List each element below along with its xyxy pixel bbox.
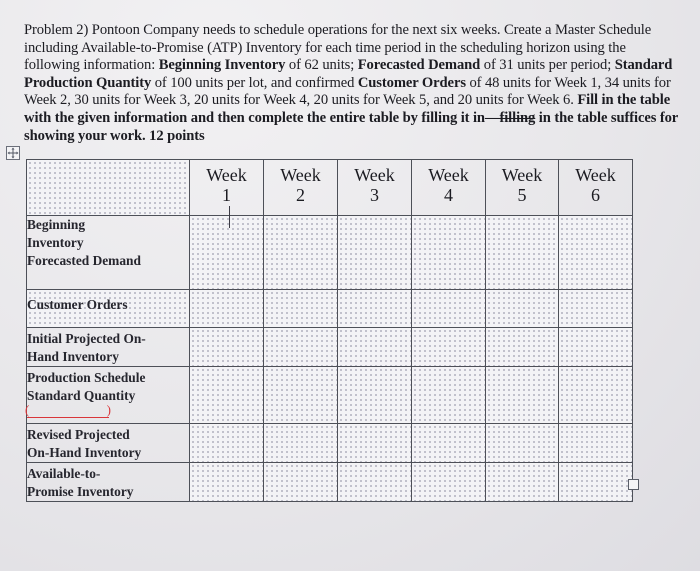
beginning-inventory-line-2: Inventory (27, 235, 84, 250)
week-4-header[interactable] (412, 160, 486, 216)
production-schedule-week-5-cell[interactable] (486, 367, 559, 424)
week-5-number: 5 (517, 185, 527, 205)
production-quantity-term: Standard Production Quantity (24, 57, 673, 91)
initial-projected-week-4-cell[interactable] (412, 328, 486, 367)
red-bracket-annotation: ( ) (25, 402, 111, 417)
atp-week-5-cell[interactable] (486, 463, 559, 502)
week-5-label: Week (501, 165, 543, 185)
customer-orders-week-1-cell[interactable] (190, 290, 264, 328)
revised-projected-line-2: On-Hand Inventory (27, 445, 142, 460)
instruction-text-a: Fill in the table with the given information and then complete the entire table by filling it in (24, 92, 671, 126)
revised-projected-week-3-cell[interactable] (338, 424, 412, 463)
beginning-forecast-week-3-cell[interactable] (338, 216, 412, 290)
revised-projected-week-4-cell[interactable] (412, 424, 486, 463)
customer-orders-term: Customer Orders (357, 74, 466, 91)
customer-orders-week-3-cell[interactable] (338, 290, 412, 328)
forecasted-demand-term: Forecasted Demand (357, 57, 481, 74)
beginning-forecast-week-6-cell[interactable] (559, 216, 633, 290)
table-row (27, 424, 633, 463)
production-schedule-line-1: Production Schedule (27, 370, 146, 385)
production-schedule-week-2-cell[interactable] (264, 367, 338, 424)
initial-projected-line-2: Hand Inventory (27, 349, 119, 364)
problem-text-2: of 62 units; (285, 57, 358, 74)
week-1-header[interactable] (190, 160, 264, 216)
atp-week-4-cell[interactable] (412, 463, 486, 502)
week-2-header[interactable] (264, 160, 338, 216)
week-2-label: Week (280, 165, 321, 185)
master-schedule-table (26, 159, 633, 502)
initial-projected-week-1-cell[interactable] (190, 328, 264, 367)
beginning-inventory-term: Beginning Inventory (158, 57, 286, 74)
header-corner-cell[interactable] (27, 160, 190, 216)
table-move-handle-icon[interactable] (6, 146, 20, 160)
week-6-label: Week (575, 165, 616, 185)
production-schedule-week-3-cell[interactable] (338, 367, 412, 424)
production-schedule-label[interactable] (27, 367, 190, 424)
initial-projected-week-5-cell[interactable] (486, 328, 559, 367)
week-3-label: Week (354, 165, 395, 185)
forecasted-demand-label: Forecasted Demand (27, 253, 141, 268)
problem-text-3: of 31 units per period; (480, 57, 615, 74)
initial-projected-week-6-cell[interactable] (559, 328, 633, 367)
problem-text-1: Problem 2) Pontoon Company needs to schedule operations for the next six weeks. Create a Master Schedule including Available-to-Promise (ATP) Inventory for each time period in the scheduling horizon using the following information: (24, 22, 652, 74)
week-2-number: 2 (296, 185, 305, 205)
header-row (27, 160, 633, 216)
atp-week-3-cell[interactable] (338, 463, 412, 502)
week-4-number: 4 (444, 185, 453, 205)
atp-line-2: Promise Inventory (27, 484, 134, 499)
table-row (27, 290, 633, 328)
week-1-number: 1 (222, 185, 231, 205)
text-cursor (229, 206, 230, 228)
revised-projected-week-1-cell[interactable] (190, 424, 264, 463)
problem-statement (24, 22, 680, 145)
atp-week-1-cell[interactable] (190, 463, 264, 502)
problem-text-4: of 100 units per lot, and confirmed (151, 74, 358, 91)
week-3-header[interactable] (338, 160, 412, 216)
initial-projected-week-2-cell[interactable] (264, 328, 338, 367)
customer-orders-week-5-cell[interactable] (486, 290, 559, 328)
customer-orders-week-2-cell[interactable] (264, 290, 338, 328)
customer-orders-week-4-cell[interactable] (412, 290, 486, 328)
table-resize-handle-icon[interactable] (628, 479, 639, 490)
week-6-header[interactable] (559, 160, 633, 216)
table-row (27, 367, 633, 424)
beginning-forecast-week-4-cell[interactable] (412, 216, 486, 290)
revised-projected-week-6-cell[interactable] (559, 424, 633, 463)
beginning-forecast-week-5-cell[interactable] (486, 216, 559, 290)
atp-label[interactable] (27, 463, 190, 502)
revised-projected-week-2-cell[interactable] (264, 424, 338, 463)
beginning-forecast-week-1-cell[interactable] (190, 216, 264, 290)
revised-projected-label[interactable] (27, 424, 190, 463)
week-6-number: 6 (591, 185, 600, 205)
week-1-label: Week (206, 165, 247, 185)
beginning-inventory-line-1: Beginning (27, 217, 86, 232)
atp-week-2-cell[interactable] (264, 463, 338, 502)
production-schedule-week-1-cell[interactable] (190, 367, 264, 424)
atp-line-1: Available-to- (27, 466, 101, 481)
customer-orders-label[interactable]: Customer Orders (27, 290, 190, 328)
table-row (27, 463, 633, 502)
beginning-forecast-week-2-cell[interactable] (264, 216, 338, 290)
beginning-inventory-label (27, 216, 189, 252)
row-label-beginning-forecast[interactable] (27, 216, 190, 290)
atp-week-6-cell[interactable] (559, 463, 633, 502)
revised-projected-week-5-cell[interactable] (486, 424, 559, 463)
initial-projected-line-1: Initial Projected On- (27, 331, 146, 346)
production-schedule-line-2: Standard Quantity (27, 388, 136, 403)
initial-projected-label[interactable] (27, 328, 190, 367)
production-schedule-week-6-cell[interactable] (559, 367, 633, 424)
instruction-strike-text: —filling (484, 109, 536, 126)
problem-text-5: of 48 units for Week 1, 34 units for Week 2, 30 units for Week 3, 20 units for Week 4, 20 units for Week 5, and 20 units for Week 6. (24, 74, 671, 109)
instruction-text-b: in the table suffices for showing your work. 12 points (24, 109, 678, 144)
week-5-header[interactable] (486, 160, 559, 216)
initial-projected-week-3-cell[interactable] (338, 328, 412, 367)
table-row (27, 328, 633, 367)
production-schedule-week-4-cell[interactable] (412, 367, 486, 424)
revised-projected-line-1: Revised Projected (27, 427, 130, 442)
table-row (27, 216, 633, 290)
week-3-number: 3 (370, 185, 379, 205)
week-4-label: Week (428, 165, 469, 185)
customer-orders-week-6-cell[interactable] (559, 290, 633, 328)
